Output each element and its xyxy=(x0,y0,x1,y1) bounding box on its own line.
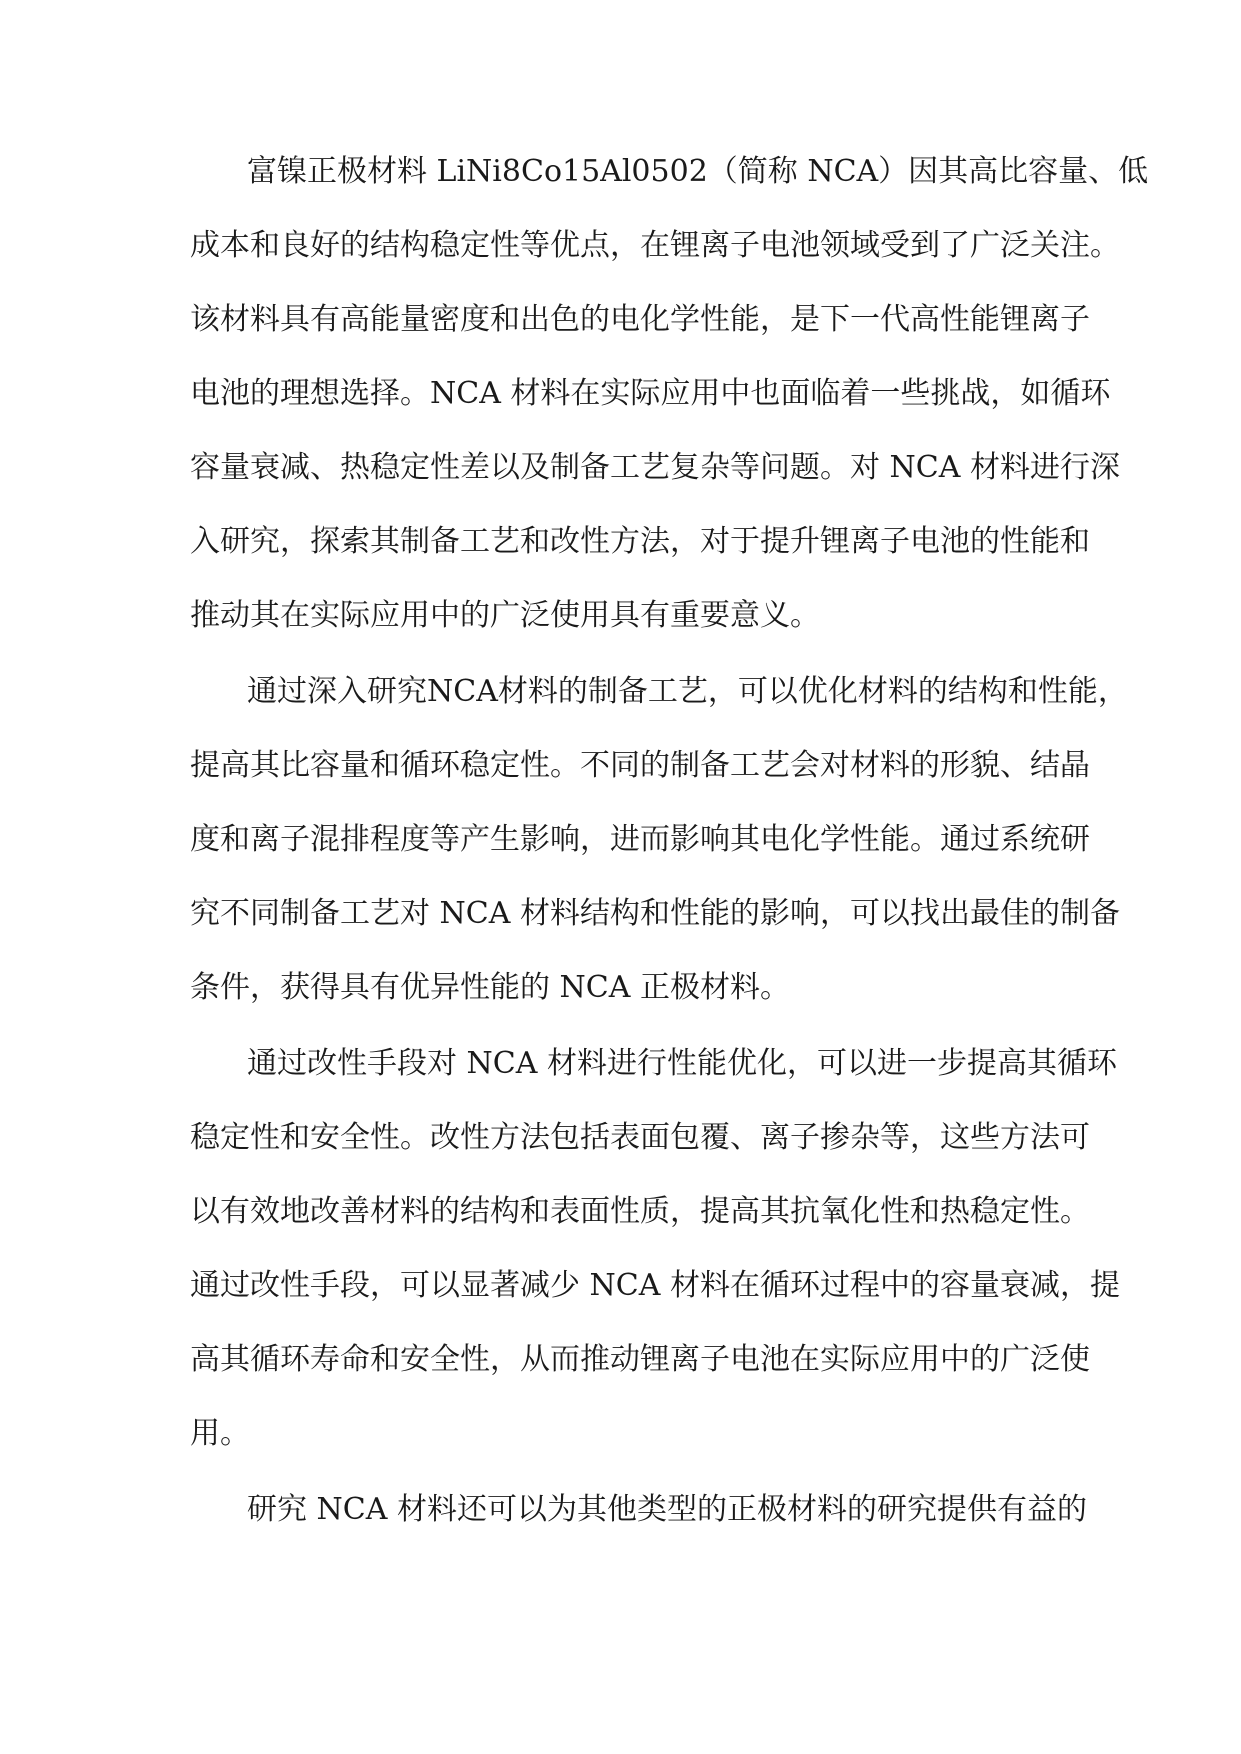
paragraph-line: 电池的理想选择。NCA 材料在实际应用中也面临着一些挑战，如循环 xyxy=(190,376,1111,411)
paragraph-line: 高其循环寿命和安全性，从而推动锂离子电池在实际应用中的广泛使 xyxy=(190,1342,1090,1377)
paragraph-line: 成本和良好的结构稳定性等优点，在锂离子电池领域受到了广泛关注。 xyxy=(190,228,1120,263)
paragraph-line: 容量衰减、热稳定性差以及制备工艺复杂等问题。对 NCA 材料进行深 xyxy=(190,450,1120,485)
paragraph-line: 通过深入研究NCA材料的制备工艺，可以优化材料的结构和性能， xyxy=(247,674,1128,709)
paragraph-line: 推动其在实际应用中的广泛使用具有重要意义。 xyxy=(190,598,820,633)
paragraph-line: 通过改性手段，可以显著减少 NCA 材料在循环过程中的容量衰减，提 xyxy=(190,1268,1120,1303)
paragraph-line: 入研究，探索其制备工艺和改性方法，对于提升锂离子电池的性能和 xyxy=(190,524,1090,559)
paragraph-line: 稳定性和安全性。改性方法包括表面包覆、离子掺杂等，这些方法可 xyxy=(190,1120,1090,1155)
paragraph-line: 条件，获得具有优异性能的 NCA 正极材料。 xyxy=(190,970,790,1005)
paragraph-line: 究不同制备工艺对 NCA 材料结构和性能的影响，可以找出最佳的制备 xyxy=(190,896,1120,931)
paragraph-line: 提高其比容量和循环稳定性。不同的制备工艺会对材料的形貌、结晶 xyxy=(190,748,1090,783)
paragraph-line: 研究 NCA 材料还可以为其他类型的正极材料的研究提供有益的 xyxy=(247,1492,1087,1527)
paragraph-line: 度和离子混排程度等产生影响，进而影响其电化学性能。通过系统研 xyxy=(190,822,1090,857)
paragraph-line: 以有效地改善材料的结构和表面性质，提高其抗氧化性和热稳定性。 xyxy=(190,1194,1090,1229)
paragraph-line: 用。 xyxy=(190,1416,250,1451)
paragraph-line: 通过改性手段对 NCA 材料进行性能优化，可以进一步提高其循环 xyxy=(247,1046,1117,1081)
paragraph-line: 该材料具有高能量密度和出色的电化学性能，是下一代高性能锂离子 xyxy=(190,302,1090,337)
paragraph-line: 富镍正极材料 LiNi8Co15Al0502（简称 NCA）因其高比容量、低 xyxy=(247,154,1149,189)
